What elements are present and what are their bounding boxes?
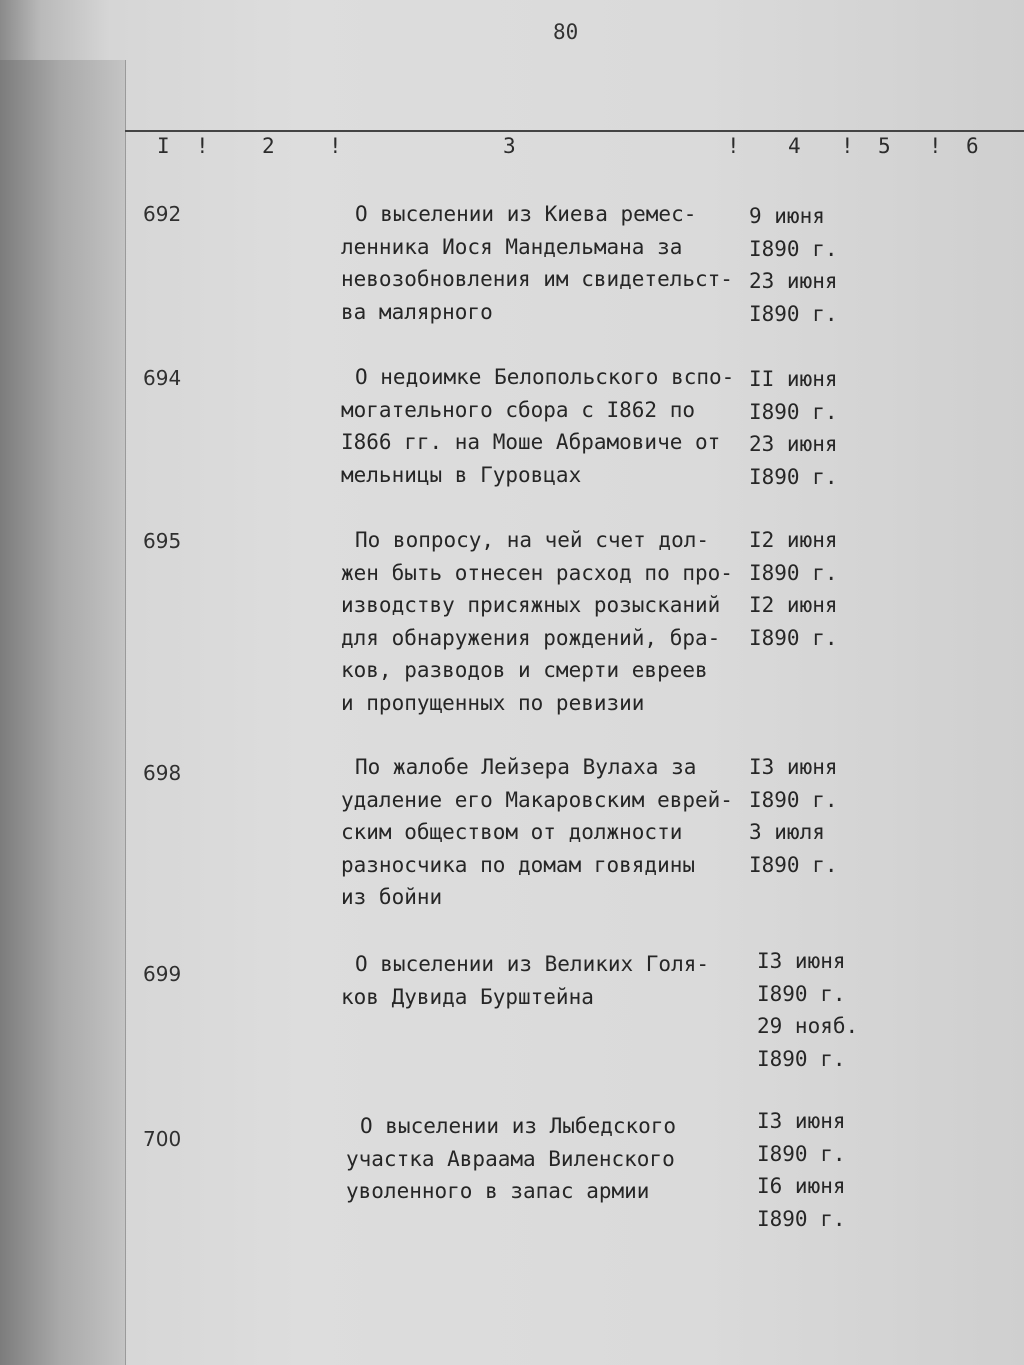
date-line: I890 г.: [749, 399, 838, 424]
description-line: мельницы в Гуровцах: [341, 462, 582, 487]
header-separator: !: [329, 134, 342, 158]
header-col-6: 6: [966, 134, 979, 158]
entry-dates: [757, 1105, 877, 1235]
date-line: 3 июля: [749, 820, 825, 844]
description-line: для обнаружения рождений, бра-: [341, 625, 721, 650]
header-separator: !: [196, 134, 209, 158]
description-line: могательного сбора с I862 по: [341, 397, 696, 422]
entry-number: 695: [143, 529, 182, 553]
date-line: 9 июня: [749, 204, 825, 228]
date-line: I3 июня: [757, 949, 846, 973]
entry-description: [346, 1110, 756, 1208]
date-line: I890 г.: [757, 981, 846, 1006]
description-line: По жалобе Лейзера Вулаха за: [355, 755, 697, 779]
entry-number: 699: [143, 962, 182, 986]
description-line: уволенного в запас армии: [346, 1179, 650, 1203]
description-line: невозобновления им свидетельст-: [341, 267, 733, 291]
description-line: из бойни: [341, 885, 443, 909]
date-line: I890 г.: [757, 1046, 846, 1071]
description-line: разносчика по домам говядины: [341, 852, 696, 877]
date-line: I2 июня: [749, 528, 838, 552]
entry-description: [341, 948, 751, 1013]
header-rule: [125, 130, 1024, 132]
entry-number: 698: [143, 761, 182, 785]
entry-description: [341, 198, 751, 328]
description-line: О выселении из Киева ремес-: [355, 202, 697, 226]
date-line: 23 июня: [749, 269, 838, 293]
page-number: 80: [553, 20, 579, 44]
header-col-1: I: [157, 134, 170, 158]
header-col-3: 3: [503, 134, 516, 158]
date-line: I3 июня: [749, 755, 838, 779]
date-line: I890 г.: [749, 787, 838, 812]
date-line: I890 г.: [749, 236, 838, 261]
entry-description: [341, 524, 751, 719]
date-line: 29 нояб.: [757, 1014, 859, 1038]
description-line: ва малярного: [341, 299, 493, 324]
entry-description: [341, 751, 751, 914]
entry-dates: [749, 363, 869, 493]
description-line: участка Авраама Виленского: [346, 1146, 675, 1171]
date-line: I3 июня: [757, 1109, 846, 1133]
entry-dates: [749, 751, 869, 881]
entry-dates: [757, 945, 877, 1075]
header-col-4: 4: [788, 134, 801, 158]
date-line: I890 г.: [749, 560, 838, 585]
description-line: О выселении из Лыбедского: [360, 1114, 677, 1138]
description-line: жен быть отнесен расход по про-: [341, 560, 733, 585]
header-separator: !: [727, 134, 740, 158]
header-separator: !: [841, 134, 854, 158]
description-line: ков, разводов и смерти евреев: [341, 658, 708, 682]
header-col-5: 5: [878, 134, 891, 158]
header-separator: !: [929, 134, 942, 158]
entry-number: 692: [143, 202, 182, 226]
description-line: изводству присяжных розысканий: [341, 593, 721, 617]
description-line: По вопросу, на чей счет дол-: [355, 528, 710, 552]
description-line: ским обществом от должности: [341, 820, 683, 844]
entry-number: 694: [143, 366, 182, 390]
date-line: II июня: [749, 367, 838, 391]
date-line: I890 г.: [749, 301, 838, 326]
description-line: О выселении из Великих Голя-: [355, 952, 710, 976]
date-line: 23 июня: [749, 432, 838, 456]
header-col-2: 2: [262, 134, 275, 158]
underlying-sheet-edge: [0, 60, 126, 1365]
date-line: I6 июня: [757, 1174, 846, 1198]
description-line: и пропущенных по ревизии: [341, 690, 645, 715]
description-line: ков Дувида Бурштейна: [341, 984, 594, 1009]
entry-description: [341, 361, 751, 491]
description-line: О недоимке Белопольского вспо-: [355, 365, 735, 389]
entry-number: 700: [143, 1127, 182, 1151]
date-line: I890 г.: [749, 625, 838, 650]
date-line: I890 г.: [749, 464, 838, 489]
description-line: I866 гг. на Моше Абрамовиче от: [341, 430, 721, 454]
description-line: удаление его Макаровским еврей-: [341, 787, 733, 812]
date-line: I890 г.: [749, 852, 838, 877]
date-line: I890 г.: [757, 1141, 846, 1166]
description-line: ленника Иося Мандельмана за: [341, 234, 683, 259]
date-line: I2 июня: [749, 593, 838, 617]
entry-dates: [749, 200, 869, 330]
entry-dates: [749, 524, 869, 654]
date-line: I890 г.: [757, 1206, 846, 1231]
